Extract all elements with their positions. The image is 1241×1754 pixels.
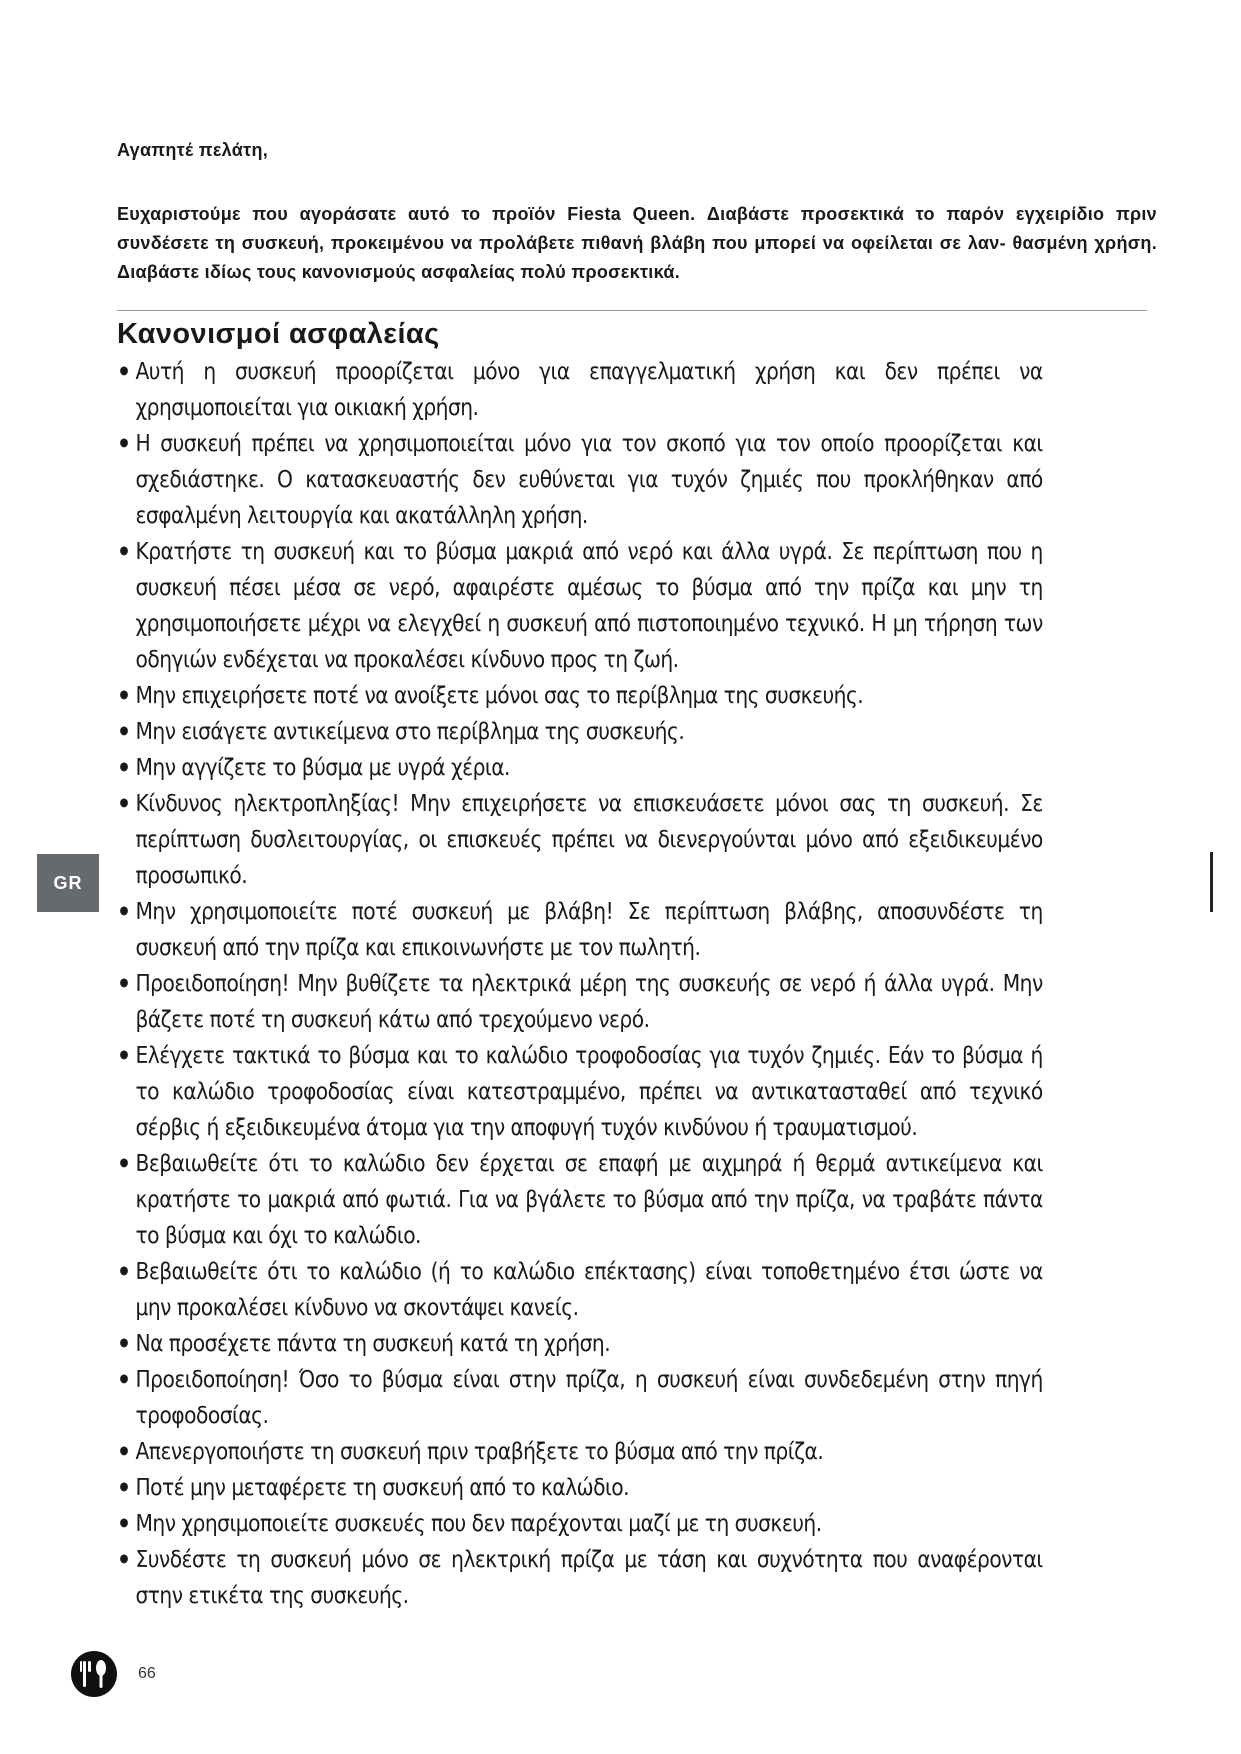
list-item: • Μην επιχειρήσετε ποτέ να ανοίξετε μόνοι σας το περίβλημα της συσκευής. bbox=[117, 678, 1043, 714]
list-item: • Μην χρησιμοποιείτε ποτέ συσκευή με βλάβη! Σε περίπτωση βλάβης, αποσυνδέστε τη συσκευή από την πρίζα και επικοινωνήστε με τον πωλητή. bbox=[117, 894, 1043, 966]
list-item: • Βεβαιωθείτε ότι το καλώδιο (ή το καλώδιο επέκτασης) είναι τοποθετημένο έτσι ώστε να μην προκαλέσει κίνδυνο να σκοντάψει κανείς. bbox=[117, 1254, 1043, 1326]
list-item: • Ελέγχετε τακτικά το βύσμα και το καλώδιο τροφοδοσίας για τυχόν ζημιές. Εάν το βύσμα ή το καλώδιο τροφοδοσίας είναι κατεστραμμένο, πρέπει να αντικατασταθεί από τεχνικό σέρβις ή εξειδικευμένα άτομα για την αποφυγή τυχόν κινδύνου ή τραυματισμού. bbox=[117, 1038, 1043, 1146]
page-number: 66 bbox=[138, 1665, 156, 1682]
section-divider bbox=[117, 310, 1147, 311]
intro-paragraph: Ευχαριστούμε που αγοράσατε αυτό το προϊόν Fiesta Queen. Διαβάστε προσεκτικά το παρόν εγχειρίδιο πριν συνδέσετε τη συσκευή, προκειμένου να προλάβετε πιθανή βλάβη που μπορεί να οφείλεται σε λαν- θασμένη χρήση. Διαβάστε ιδίως τους κανονισμούς ασφαλείας πολύ προσεκτικά. bbox=[117, 204, 1157, 282]
list-item: • Αυτή η συσκευή προορίζεται μόνο για επαγγελματική χρήση και δεν πρέπει να χρησιμοποιείται για οικιακή χρήση. bbox=[117, 354, 1043, 426]
language-tab bbox=[37, 854, 99, 912]
section-title: Κανονισμοί ασφαλείας bbox=[117, 318, 440, 350]
cutlery-logo-icon bbox=[70, 1650, 118, 1698]
language-tab-label: GR bbox=[53, 872, 83, 893]
list-item: • Κίνδυνος ηλεκτροπληξίας! Μην επιχειρήσετε να επισκευάσετε μόνοι σας τη συσκευή. Σε περίπτωση δυσλειτουργίας, οι επισκευές πρέπει να διενεργούνται μόνο από εξειδικευμένο προσωπικό. bbox=[117, 786, 1043, 894]
list-item: • Η συσκευή πρέπει να χρησιμοποιείται μόνο για τον σκοπό για τον οποίο προορίζεται και σχεδιάστηκε. Ο κατασκευαστής δεν ευθύνεται για τυχόν ζημιές που προκλήθηκαν από εσφαλμένη λειτουργία και ακατάλληλη χρήση. bbox=[117, 426, 1043, 534]
list-item: • Βεβαιωθείτε ότι το καλώδιο δεν έρχεται σε επαφή με αιχμηρά ή θερμά αντικείμενα και κρατήστε το μακριά από φωτιά. Για να βγάλετε το βύσμα από την πρίζα, να τραβάτε πάντα το βύσμα και όχι το καλώδιο. bbox=[117, 1146, 1043, 1254]
list-item: • Μην χρησιμοποιείτε συσκευές που δεν παρέχονται μαζί με τη συσκευή. bbox=[117, 1506, 1043, 1542]
list-item: • Μην εισάγετε αντικείμενα στο περίβλημα της συσκευής. bbox=[117, 714, 1043, 750]
list-item: • Μην αγγίζετε το βύσμα με υγρά χέρια. bbox=[117, 750, 1043, 786]
safety-rules-list bbox=[117, 354, 1043, 1614]
greeting: Αγαπητέ πελάτη, bbox=[117, 140, 269, 160]
list-item: • Προειδοποίηση! Όσο το βύσμα είναι στην πρίζα, η συσκευή είναι συνδεδεμένη στην πηγή τροφοδοσίας. bbox=[117, 1362, 1043, 1434]
list-item: • Προειδοποίηση! Μην βυθίζετε τα ηλεκτρικά μέρη της συσκευής σε νερό ή άλλα υγρά. Μην βάζετε ποτέ τη συσκευή κάτω από τρεχούμενο νερό. bbox=[117, 966, 1043, 1038]
list-item: • Συνδέστε τη συσκευή μόνο σε ηλεκτρική πρίζα με τάση και συχνότητα που αναφέρονται στην ετικέτα της συσκευής. bbox=[117, 1542, 1043, 1614]
list-item: • Ποτέ μην μεταφέρετε τη συσκευή από το καλώδιο. bbox=[117, 1470, 1043, 1506]
list-item: • Απενεργοποιήστε τη συσκευή πριν τραβήξετε το βύσμα από την πρίζα. bbox=[117, 1434, 1043, 1470]
list-item: • Να προσέχετε πάντα τη συσκευή κατά τη χρήση. bbox=[117, 1326, 1043, 1362]
list-item: • Κρατήστε τη συσκευή και το βύσμα μακριά από νερό και άλλα υγρά. Σε περίπτωση που η συσκευή πέσει μέσα σε νερό, αφαιρέστε αμέσως το βύσμα από την πρίζα και μην τη χρησιμοποιήσετε μέχρι να ελεγχθεί η συσκευή από πιστοποιημένο τεχνικό. Η μη τήρηση των οδηγιών ενδέχεται να προκαλέσει κίνδυνο προς τη ζωή. bbox=[117, 534, 1043, 678]
margin-marker bbox=[1210, 852, 1213, 912]
